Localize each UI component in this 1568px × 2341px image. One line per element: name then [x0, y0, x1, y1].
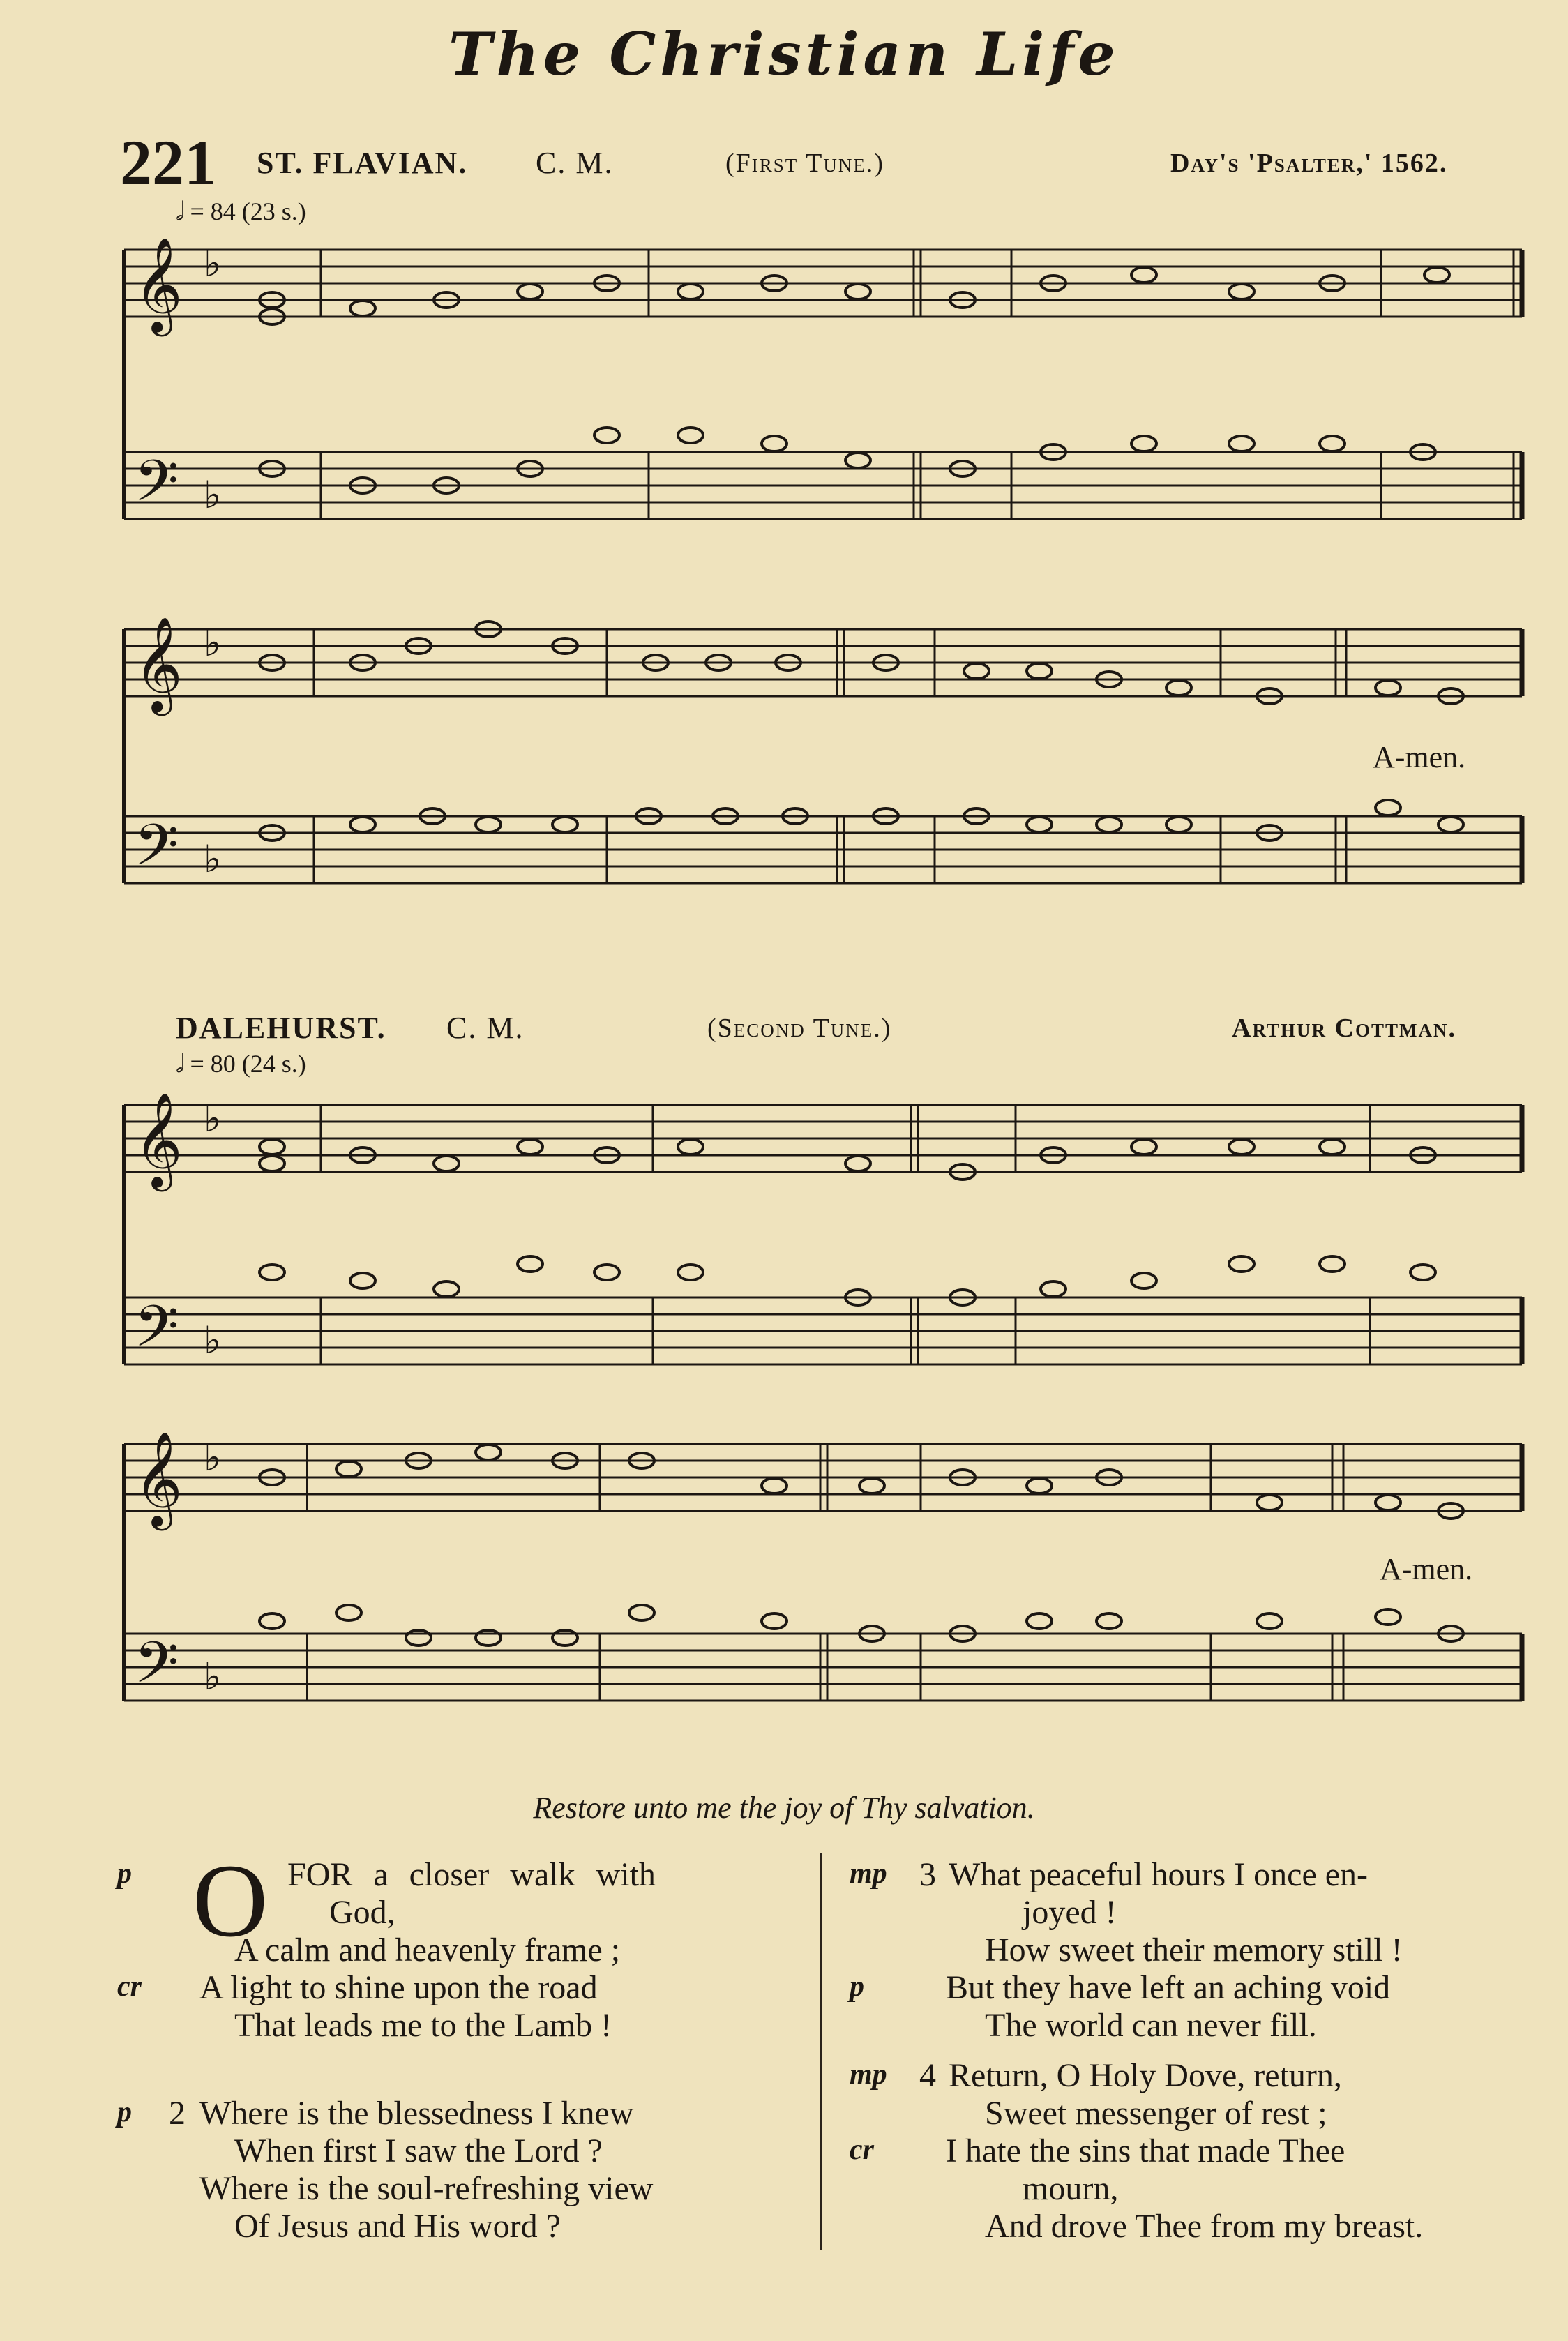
v3-line-4: The world can never fill.	[985, 2007, 1317, 2044]
v3-line-3: But they have left an aching void	[946, 1969, 1391, 2006]
v4-line-3b: mourn,	[1023, 2170, 1119, 2207]
v1-line-1b: God,	[329, 1894, 395, 1931]
v1-drop-cap: O	[193, 1843, 269, 1959]
svg-text:𝄢: 𝄢	[134, 811, 179, 893]
v3-line-1: What peaceful hours I once en-	[949, 1856, 1369, 1893]
v2-line-2: When first I saw the Lord ?	[234, 2132, 603, 2169]
tune-1-amen: A-men.	[1373, 740, 1466, 774]
v2-line-3: Where is the soul-refreshing view	[199, 2170, 654, 2207]
svg-text:♭: ♭	[204, 1655, 222, 1699]
svg-text:♭: ♭	[204, 473, 222, 517]
v4-dynamic-1: mp	[850, 2058, 887, 2091]
tune-1-meter: C. M.	[536, 146, 614, 180]
tune-1-tempo: 𝅗𝅥 = 84 (23 s.)	[176, 197, 306, 225]
tune-1-score	[0, 230, 1568, 914]
svg-text:𝄢: 𝄢	[134, 1293, 179, 1374]
svg-text:𝄢: 𝄢	[134, 447, 179, 529]
v4-line-4: And drove Thee from my breast.	[985, 2208, 1424, 2245]
v1-dynamic-2: cr	[117, 1971, 142, 2003]
v2-line-1: Where is the blessedness I knew	[199, 2095, 634, 2132]
hymn-number: 221	[120, 127, 216, 198]
svg-text:𝄞: 𝄞	[134, 1091, 183, 1187]
v4-line-1: Return, O Holy Dove, return,	[949, 2057, 1342, 2094]
v1-line-2: A calm and heavenly frame ;	[234, 1932, 621, 1969]
v1-line-3: A light to shine upon the road	[199, 1969, 598, 2006]
svg-text:𝄞: 𝄞	[134, 615, 183, 712]
tune-2-name: DALEHURST.	[176, 1011, 386, 1045]
tune-2-score	[0, 1081, 1568, 1709]
svg-text:𝄞: 𝄞	[134, 236, 183, 332]
v4-dynamic-2: cr	[850, 2134, 874, 2166]
svg-text:𝄢: 𝄢	[134, 1629, 179, 1709]
tune-2-tempo: 𝅗𝅥 = 80 (24 s.)	[176, 1050, 306, 1078]
v1-line-1: FOR a closer walk with	[287, 1856, 656, 1893]
v2-dynamic-1: p	[117, 2096, 132, 2128]
tune-2-composer: Arthur Cottman.	[1232, 1014, 1456, 1043]
tune-2-meter: C. M.	[446, 1011, 525, 1045]
svg-text:♭: ♭	[204, 241, 222, 285]
svg-text:𝄞: 𝄞	[134, 1430, 183, 1526]
svg-text:♭: ♭	[204, 621, 222, 665]
epigraph: Restore unto me the joy of Thy salvation.	[533, 1791, 1035, 1825]
v3-line-2: How sweet their memory still !	[985, 1932, 1403, 1969]
v3-line-1b: joyed !	[1023, 1894, 1117, 1931]
v2-number: 2	[169, 2095, 186, 2132]
svg-text:♭: ♭	[204, 1318, 222, 1362]
tune-1-name: ST. FLAVIAN.	[257, 146, 468, 180]
svg-text:♭: ♭	[204, 837, 222, 881]
v1-dynamic-1: p	[117, 1858, 132, 1890]
tune-2-designation: (Second Tune.)	[707, 1014, 892, 1043]
v3-number: 3	[919, 1856, 936, 1893]
svg-text:♭: ♭	[204, 1097, 222, 1141]
tune-2-amen: A-men.	[1380, 1552, 1473, 1586]
v3-dynamic-2: p	[850, 1971, 864, 2003]
v4-number: 4	[919, 2057, 936, 2094]
v3-dynamic-1: mp	[850, 1858, 887, 1890]
v4-line-3: I hate the sins that made Thee	[946, 2132, 1345, 2169]
v4-line-2: Sweet messenger of rest ;	[985, 2095, 1327, 2132]
tune-1-composer: Day's 'Psalter,' 1562.	[1170, 149, 1448, 178]
v1-line-4: That leads me to the Lamb !	[234, 2007, 612, 2044]
column-divider	[820, 1853, 822, 2250]
v2-line-4: Of Jesus and His word ?	[234, 2208, 561, 2245]
running-title: The Christian Life	[448, 20, 1120, 89]
svg-text:♭: ♭	[204, 1436, 222, 1480]
tune-1-designation: (First Tune.)	[725, 149, 884, 178]
